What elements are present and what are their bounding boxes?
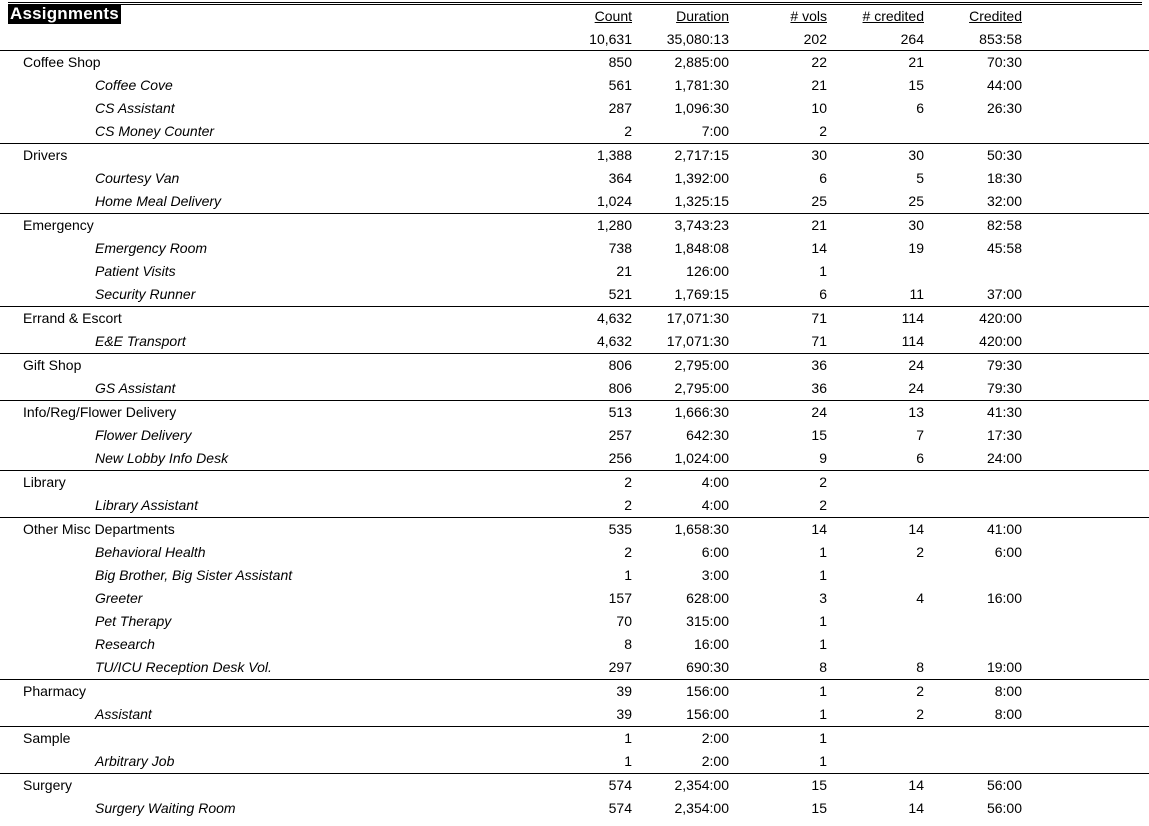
cell-count: 535	[608, 521, 632, 537]
assignment-row[interactable]	[0, 633, 1149, 656]
cell-count: 2	[624, 474, 632, 490]
cell-duration: 17,071:30	[666, 333, 729, 349]
assignment-name: Research	[95, 636, 155, 652]
cell-num-credited: 8	[916, 659, 924, 675]
assignment-name: Library Assistant	[95, 497, 198, 513]
cell-count: 39	[616, 706, 632, 722]
cell-duration: 642:30	[686, 427, 729, 443]
total-credited: 853:58	[979, 31, 1022, 47]
cell-vols: 9	[819, 450, 827, 466]
assignment-name: Coffee Cove	[95, 77, 173, 93]
assignment-row[interactable]	[0, 283, 1149, 306]
cell-count: 70	[616, 613, 632, 629]
cell-num-credited: 30	[908, 147, 924, 163]
assignment-row[interactable]	[0, 447, 1149, 470]
assignment-name: Surgery Waiting Room	[95, 800, 236, 816]
cell-num-credited: 24	[908, 357, 924, 373]
cell-vols: 1	[819, 730, 827, 746]
group-name: Coffee Shop	[23, 54, 101, 70]
assignment-name: Flower Delivery	[95, 427, 192, 443]
assignment-row[interactable]	[0, 74, 1149, 97]
assignment-row[interactable]	[0, 330, 1149, 353]
cell-vols: 21	[811, 77, 827, 93]
assignment-name: Courtesy Van	[95, 170, 180, 186]
cell-num-credited: 6	[916, 450, 924, 466]
cell-num-credited: 14	[908, 777, 924, 793]
cell-duration: 1,392:00	[674, 170, 729, 186]
cell-count: 806	[608, 357, 632, 373]
group-row[interactable]	[0, 773, 1149, 797]
cell-num-credited: 6	[916, 100, 924, 116]
cell-credited: 19:00	[986, 659, 1022, 675]
group-row[interactable]	[0, 517, 1149, 541]
cell-credited: 24:00	[986, 450, 1022, 466]
cell-vols: 8	[819, 659, 827, 675]
totals-row	[0, 28, 1149, 51]
cell-vols: 14	[811, 240, 827, 256]
cell-count: 1	[624, 567, 632, 583]
group-name: Gift Shop	[23, 357, 82, 373]
cell-duration: 3:00	[701, 567, 729, 583]
cell-vols: 1	[819, 613, 827, 629]
cell-credited: 44:00	[986, 77, 1022, 93]
assignment-row[interactable]	[0, 260, 1149, 283]
total-vols: 202	[803, 31, 827, 47]
assignment-row[interactable]	[0, 564, 1149, 587]
cell-duration: 4:00	[701, 474, 729, 490]
cell-duration: 1,769:15	[674, 286, 729, 302]
assignment-name: Arbitrary Job	[95, 753, 175, 769]
group-row[interactable]	[0, 143, 1149, 167]
assignment-name: GS Assistant	[95, 380, 176, 396]
cell-count: 2	[624, 123, 632, 139]
cell-num-credited: 24	[908, 380, 924, 396]
cell-count: 21	[616, 263, 632, 279]
cell-vols: 25	[811, 193, 827, 209]
assignment-name: Big Brother, Big Sister Assistant	[95, 567, 293, 583]
group-row[interactable]	[0, 213, 1149, 237]
cell-vols: 2	[819, 497, 827, 513]
assignment-row[interactable]	[0, 237, 1149, 260]
cell-credited: 420:00	[979, 310, 1022, 326]
assignment-name: Home Meal Delivery	[95, 193, 222, 209]
cell-duration: 2,885:00	[674, 54, 729, 70]
cell-duration: 2,795:00	[674, 380, 729, 396]
assignments-table	[0, 50, 1149, 820]
cell-duration: 1,666:30	[674, 404, 729, 420]
cell-count: 806	[608, 380, 632, 396]
cell-duration: 2:00	[701, 753, 729, 769]
assignment-row[interactable]	[0, 120, 1149, 143]
group-name: Other Misc Departments	[23, 521, 175, 537]
cell-duration: 4:00	[701, 497, 729, 513]
group-name: Surgery	[23, 777, 73, 793]
assignment-row[interactable]	[0, 424, 1149, 447]
cell-count: 1	[624, 730, 632, 746]
assignment-row[interactable]	[0, 750, 1149, 773]
cell-count: 8	[624, 636, 632, 652]
cell-vols: 2	[819, 123, 827, 139]
assignment-row[interactable]	[0, 656, 1149, 679]
assignment-row[interactable]	[0, 797, 1149, 820]
assignment-row[interactable]	[0, 541, 1149, 564]
cell-count: 287	[608, 100, 632, 116]
cell-credited: 41:30	[986, 404, 1022, 420]
cell-credited: 18:30	[986, 170, 1022, 186]
cell-duration: 1,096:30	[674, 100, 729, 116]
assignment-name: Patient Visits	[95, 263, 176, 279]
assignment-name: Pet Therapy	[95, 613, 172, 629]
cell-credited: 32:00	[986, 193, 1022, 209]
cell-num-credited: 30	[908, 217, 924, 233]
total-duration: 35,080:13	[666, 31, 729, 47]
cell-vols: 15	[811, 427, 827, 443]
cell-duration: 2,795:00	[674, 357, 729, 373]
cell-num-credited: 21	[908, 54, 924, 70]
group-row[interactable]	[0, 470, 1149, 494]
cell-count: 1,280	[596, 217, 632, 233]
assignment-name: Emergency Room	[95, 240, 208, 256]
cell-count: 1,024	[596, 193, 632, 209]
cell-duration: 156:00	[686, 706, 729, 722]
cell-count: 256	[608, 450, 632, 466]
cell-num-credited: 5	[916, 170, 924, 186]
assignment-row[interactable]	[0, 190, 1149, 213]
group-row[interactable]	[0, 400, 1149, 424]
header-num-credited[interactable]: # credited	[862, 8, 924, 24]
cell-vols: 36	[811, 380, 827, 396]
cell-vols: 1	[819, 263, 827, 279]
cell-vols: 10	[811, 100, 827, 116]
assignment-name: CS Money Counter	[95, 123, 215, 139]
cell-num-credited: 15	[908, 77, 924, 93]
cell-duration: 1,325:15	[674, 193, 729, 209]
cell-duration: 7:00	[701, 123, 729, 139]
cell-duration: 1,658:30	[674, 521, 729, 537]
cell-count: 39	[616, 683, 632, 699]
header-count[interactable]: Count	[594, 8, 632, 24]
total-num-credited: 264	[900, 31, 924, 47]
group-name: Drivers	[23, 147, 68, 163]
cell-credited: 37:00	[986, 286, 1022, 302]
cell-duration: 3,743:23	[674, 217, 729, 233]
assignment-row[interactable]	[0, 703, 1149, 726]
assignment-name: Security Runner	[95, 286, 196, 302]
cell-num-credited: 2	[916, 706, 924, 722]
group-row[interactable]	[0, 726, 1149, 750]
group-name: Info/Reg/Flower Delivery	[23, 404, 177, 420]
group-name: Errand & Escort	[23, 310, 122, 326]
cell-credited: 8:00	[994, 706, 1022, 722]
cell-credited: 79:30	[986, 357, 1022, 373]
cell-count: 257	[608, 427, 632, 443]
cell-vols: 6	[819, 286, 827, 302]
cell-duration: 315:00	[686, 613, 729, 629]
total-count: 10,631	[589, 31, 632, 47]
assignment-name: Greeter	[95, 590, 143, 606]
header-credited[interactable]: Credited	[969, 8, 1022, 24]
cell-duration: 126:00	[686, 263, 729, 279]
cell-vols: 15	[811, 777, 827, 793]
cell-credited: 6:00	[994, 544, 1022, 560]
report-title: Assignments	[10, 4, 119, 23]
cell-credited: 8:00	[994, 683, 1022, 699]
cell-num-credited: 14	[908, 800, 924, 816]
assignment-row[interactable]	[0, 610, 1149, 633]
group-name: Pharmacy	[23, 683, 87, 699]
cell-vols: 1	[819, 567, 827, 583]
cell-credited: 45:58	[986, 240, 1022, 256]
group-name: Sample	[23, 730, 71, 746]
header-vols[interactable]: # vols	[790, 8, 827, 24]
cell-count: 561	[608, 77, 632, 93]
cell-credited: 79:30	[986, 380, 1022, 396]
cell-duration: 2,717:15	[674, 147, 729, 163]
assignment-name: Behavioral Health	[95, 544, 206, 560]
header-duration[interactable]: Duration	[676, 8, 729, 24]
cell-vols: 21	[811, 217, 827, 233]
cell-duration: 156:00	[686, 683, 729, 699]
cell-credited: 50:30	[986, 147, 1022, 163]
cell-duration: 628:00	[686, 590, 729, 606]
cell-count: 2	[624, 497, 632, 513]
cell-num-credited: 114	[901, 333, 924, 349]
assignment-row[interactable]	[0, 587, 1149, 610]
cell-vols: 22	[811, 54, 827, 70]
cell-duration: 1,781:30	[674, 77, 729, 93]
assignment-row[interactable]	[0, 377, 1149, 400]
group-row[interactable]	[0, 306, 1149, 330]
cell-count: 738	[608, 240, 632, 256]
cell-num-credited: 2	[916, 544, 924, 560]
cell-vols: 30	[811, 147, 827, 163]
cell-duration: 16:00	[693, 636, 729, 652]
cell-count: 297	[608, 659, 632, 675]
cell-count: 1	[624, 753, 632, 769]
cell-count: 521	[608, 286, 632, 302]
cell-num-credited: 7	[916, 427, 924, 443]
cell-num-credited: 4	[916, 590, 924, 606]
cell-vols: 1	[819, 683, 827, 699]
cell-vols: 24	[811, 404, 827, 420]
cell-num-credited: 25	[908, 193, 924, 209]
cell-credited: 16:00	[986, 590, 1022, 606]
cell-vols: 1	[819, 706, 827, 722]
cell-num-credited: 14	[908, 521, 924, 537]
cell-count: 4,632	[596, 333, 632, 349]
cell-duration: 17,071:30	[666, 310, 729, 326]
group-name: Emergency	[23, 217, 94, 233]
cell-count: 2	[624, 544, 632, 560]
cell-num-credited: 13	[908, 404, 924, 420]
cell-count: 364	[608, 170, 632, 186]
cell-vols: 1	[819, 636, 827, 652]
cell-num-credited: 2	[916, 683, 924, 699]
group-row[interactable]	[0, 50, 1149, 74]
assignment-row[interactable]	[0, 494, 1149, 517]
cell-vols: 1	[819, 753, 827, 769]
cell-credited: 41:00	[986, 521, 1022, 537]
cell-num-credited: 19	[908, 240, 924, 256]
column-header-row	[0, 5, 1149, 28]
assignment-name: E&E Transport	[95, 333, 186, 349]
cell-duration: 1,024:00	[674, 450, 729, 466]
assignment-name: CS Assistant	[95, 100, 175, 116]
cell-duration: 2,354:00	[674, 800, 729, 816]
cell-vols: 36	[811, 357, 827, 373]
cell-credited: 56:00	[986, 777, 1022, 793]
cell-credited: 70:30	[986, 54, 1022, 70]
cell-count: 4,632	[596, 310, 632, 326]
cell-vols: 14	[811, 521, 827, 537]
cell-num-credited: 114	[901, 310, 924, 326]
cell-count: 574	[608, 800, 632, 816]
group-name: Library	[23, 474, 66, 490]
group-row[interactable]	[0, 353, 1149, 377]
assignment-name: Assistant	[95, 706, 152, 722]
cell-vols: 6	[819, 170, 827, 186]
top-rule	[8, 2, 1142, 3]
cell-credited: 82:58	[986, 217, 1022, 233]
cell-credited: 56:00	[986, 800, 1022, 816]
cell-duration: 1,848:08	[674, 240, 729, 256]
assignment-name: New Lobby Info Desk	[95, 450, 229, 466]
cell-vols: 71	[811, 333, 827, 349]
cell-count: 157	[608, 590, 632, 606]
cell-count: 513	[608, 404, 632, 420]
cell-vols: 3	[819, 590, 827, 606]
assignment-name: TU/ICU Reception Desk Vol.	[95, 659, 272, 675]
cell-vols: 71	[811, 310, 827, 326]
cell-count: 574	[608, 777, 632, 793]
cell-credited: 26:30	[986, 100, 1022, 116]
group-row[interactable]	[0, 679, 1149, 703]
cell-count: 1,388	[596, 147, 632, 163]
cell-duration: 2:00	[701, 730, 729, 746]
cell-duration: 690:30	[686, 659, 729, 675]
cell-vols: 1	[819, 544, 827, 560]
cell-vols: 2	[819, 474, 827, 490]
assignment-row[interactable]	[0, 167, 1149, 190]
assignment-row[interactable]	[0, 97, 1149, 120]
cell-count: 850	[608, 54, 632, 70]
cell-duration: 6:00	[701, 544, 729, 560]
cell-credited: 420:00	[979, 333, 1022, 349]
cell-num-credited: 11	[909, 286, 924, 302]
cell-vols: 15	[811, 800, 827, 816]
cell-duration: 2,354:00	[674, 777, 729, 793]
cell-credited: 17:30	[986, 427, 1022, 443]
